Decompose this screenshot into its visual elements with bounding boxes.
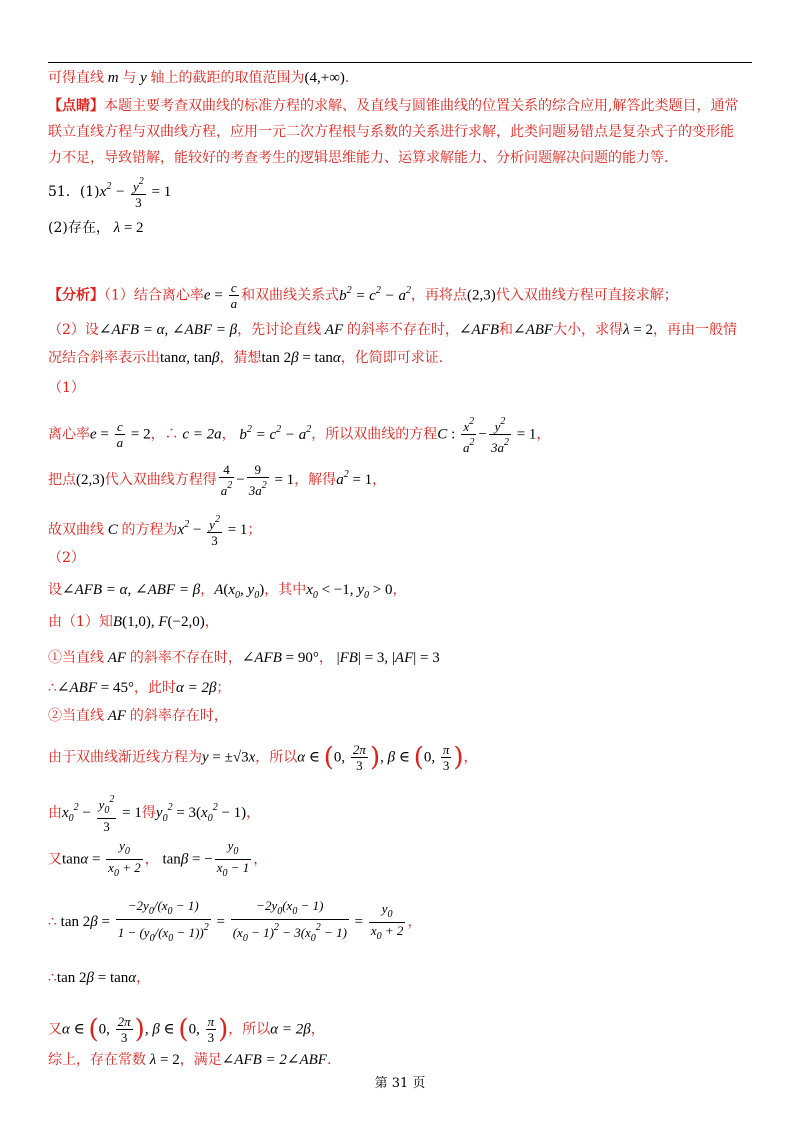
line-intercept-range: 可得直线 m 与 y 轴上的截距的取值范围为(4,+∞). xyxy=(48,70,350,86)
part2-case1: ①当直线 AF 的斜率不存在时，∠AFB = 90°， |FB| = 3, |AF| = 3 xyxy=(48,650,440,666)
part1-label: （1） xyxy=(48,380,85,396)
part2-relation: 由$x_0^2$ − $\frac{y_0^2}{3}$ = 1得$y_0^2 = 3(x_0^2 - 1)$， xyxy=(48,794,261,834)
part2-case2: ②当直线 AF 的斜率存在时， xyxy=(48,708,228,724)
dianjing-line-1: 【点睛】本题主要考查双曲线的标准方程的求解、及直线与圆锥曲线的位置关系的综合应用,解答此类题目，通常 xyxy=(48,98,739,114)
part2-points: 由（1）知B(1,0), F(−2,0)， xyxy=(48,614,219,630)
fenxi-line-2: （2）设∠AFB = α, ∠ABF = β，先讨论直线 AF 的斜率不存在时，∠AFB和∠ABF大小，求得λ = 2，再由一般情 xyxy=(48,322,738,338)
fenxi-tag: 【分析】 xyxy=(48,287,104,304)
part2-tan2beta: ∴ tan 2β = $\frac{-2y_0/(x_0 - 1)}{1 - (y_0/(x_0 - 1))^2}$ = $\frac{-2y_0(x_0 - 1)}{(x_0 - 1)^2 - 3(x_0^2 - 1)}$ = $\frac{y_0}{x_0 + 2}$ ， xyxy=(48,898,422,944)
answer-51-part2: (2)存在， λ = 2 xyxy=(48,220,144,236)
header-rule xyxy=(48,62,752,63)
fenxi-line-3: 况结合斜率表示出tanα, tanβ，猜想tan 2β = tanα，化简即可求证. xyxy=(48,350,444,366)
page-footer: 第 31 页 xyxy=(374,1076,426,1091)
part1-substitute: 把点(2,3)代入双曲线方程得 $\frac{4}{a^2}$ − $\frac{9}{3a^2}$ = 1，解得$a^2 = 1$， xyxy=(48,462,387,498)
part1-eccentricity: 离心率e = $\frac{c}{a}$ = 2，∴ c = 2a， $b^2 = c^2 - a^2$，所以双曲线的方程C : $\frac{x^2}{a^2}$ − $\frac{y^2}{3a^2}$ = 1， xyxy=(48,416,551,455)
answer-51-part1: 51．$(1)x^2$ − $\frac{y^2}{3}$ = 1 xyxy=(48,176,172,210)
part2-tan-equal: ∴tan 2β = tanα， xyxy=(48,970,151,986)
fenxi-line-1: 【分析】（1）结合离心率e = $\frac{c}{a}$ 和双曲线关系式$b^2 = c^2 - a^2$，再将点(2,3)代入双曲线方程可直接求解； xyxy=(48,280,678,311)
part1-conclusion: 故双曲线 C 的方程为$x^2$ − $\frac{y^2}{3}$ = 1； xyxy=(48,514,262,548)
part2-summary: 综上，存在常数 λ = 2，满足∠AFB = 2∠ABF. xyxy=(48,1052,332,1068)
dianjing-tag: 【点睛】 xyxy=(48,98,104,114)
dianjing-line-3: 力不足，导致错解，能较好的考查考生的逻辑思维能力、运算求解能力、分析问题解决问题的能力等. xyxy=(48,150,669,166)
part2-label: （2） xyxy=(48,550,85,566)
dianjing-line-2: 联立直线方程与双曲线方程，应用一元二次方程根与系数的关系进行求解，此类问题易错点是复杂式子的变形能 xyxy=(48,124,734,140)
part2-asymptote: 由于双曲线渐近线方程为y = ±√3x，所以α ∈ (0, $\frac{2\pi}{3}$ ), β ∈ (0, $\frac{\pi}{3}$ )， xyxy=(48,742,478,773)
part2-case1-result: ∴∠ABF = 45°，此时α = 2β； xyxy=(48,680,231,696)
part2-setup: 设∠AFB = α, ∠ABF = β，$A(x_0$, $y_0$)，其中$x_0 < -1$, $y_0 > 0$， xyxy=(48,582,407,601)
part2-range: 又α ∈ (0, $\frac{2\pi}{3}$ ), β ∈ (0, $\frac{\pi}{3}$ )，所以α = 2β， xyxy=(48,1014,325,1045)
part2-tangents: 又tanα = $\frac{y_0}{x_0 + 2}$ ， tanβ = − $\frac{y_0}{x_0 - 1}$ ， xyxy=(48,838,268,879)
